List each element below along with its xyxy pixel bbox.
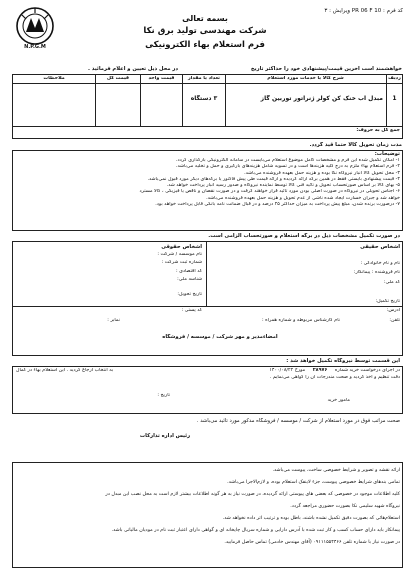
row-index: 1 — [392, 95, 397, 102]
receipt-text: در اجرای درخواست خرید شماره — [334, 368, 400, 373]
legal-field-company[interactable]: نام موسسه / شرکت : — [157, 252, 202, 257]
row-quantity: ۳ دستگاه — [190, 95, 218, 102]
col-index: ردیف — [388, 76, 401, 81]
conditions-list — [16, 465, 400, 549]
condition-item: نیروگاه شهید سلیمی نکا بصورت حضوری مراجعه گردد. — [290, 504, 400, 509]
expert-label[interactable]: نام کارشناس مربوطه و شماره همراه : — [262, 318, 340, 323]
note-item: ۳- محل تحویل کالا انبار نیروگاه نکا بوده و هزینه حمل بعهده فروشنده می‌باشد. — [244, 170, 400, 176]
real-field-name[interactable]: نام و نام خانوادگی : — [360, 261, 400, 266]
legal-person-title: اشخاص حقوقی — [161, 244, 202, 250]
receipt-date: مورخ ۱۴۰۰/۰۸/۲۲ — [269, 368, 306, 373]
col-total-price: قیمت کل — [106, 76, 130, 81]
note-item: ۵- بهای کالا بر اساس صورتحساب تحویل و تائید فنی کالا توسط نماینده نیروگاه و صدور رسید انبار پرداخت خواهد شد. — [166, 183, 400, 189]
request-heading-tail: در محل ذیل تعیین و اعلام فرمائید . — [88, 66, 178, 72]
legal-field-national-id[interactable]: شناسه ملی: — [177, 276, 202, 282]
col-unit-price: قیمت واحد — [148, 76, 175, 81]
completion-date-label[interactable]: تاریخ تکمیل: — [375, 299, 400, 304]
delivery-time-label: مدت زمان تحویل کالا حتماً قید گردد. — [309, 142, 402, 148]
row-notes[interactable] — [13, 95, 95, 103]
real-person-title: اشخاص حقیقی — [360, 244, 400, 250]
postcode-label[interactable]: کد پستی : — [181, 308, 202, 313]
buyer-label: مامور خرید — [327, 398, 350, 403]
legal-field-registration[interactable]: شماره ثبت شرکت : — [161, 260, 202, 266]
col-quantity: تعداد یا مقدار — [188, 76, 220, 81]
request-heading: خواهشمند است آخرین قیمت/پیشنهادی خود را حداکثر تاریخ — [250, 66, 402, 72]
real-field-code[interactable]: کد ملی: — [383, 279, 400, 285]
date-label[interactable]: تاریخ : — [157, 393, 170, 398]
logo-text: N.P.G.M — [24, 44, 46, 50]
receipt-line-2: دقت تنظیم و اخذ گردید و صحت مندرجات آن را گواهی می‌نمایم . — [269, 375, 400, 380]
receipt-tail: به انتخاب ارجاع گردید . این استعلام بهاء در کمال — [16, 368, 114, 373]
col-description: شرح کالا یا خدمات مورد استعلام — [267, 76, 344, 81]
procurement-head: رئیس اداره تدارکات — [139, 433, 191, 439]
condition-item: تمامی بندهای شرایط خصوصی پیوست، جزء لاینفک استعلام بوده، و لازم‌الاجرا می‌باشد. — [227, 480, 400, 485]
row-description: مبدل آب خنک کن کولر ژنراتور توربین گاز — [260, 95, 383, 102]
fax-label[interactable]: نمابر : — [107, 318, 120, 323]
note-item: خواهد شد و جبران خسارت ایجاد شده ناشی از عدم تحویل و هزینه حمل بعهده فروشنده می‌باشد. — [206, 195, 400, 201]
condition-item: در صورت نیاز با شماره تلفن ۰۹۱۱۱۵۵۴۴۶۶ (آقای مهندس خادمی) تماس حاصل فرمایید. — [224, 540, 400, 545]
condition-item: کلیه اطلاعات موجود در خصوصی که بعضی های پیوستی ارائه گردیده، در صورت نیاز به هر گونه اطلاعات بیشتر لازم است به محل نصب این مبدل در — [105, 492, 400, 497]
condition-item: پیمانکار باید دارای حساب کسب و کار ثبت شده با آدرس دارایی و شماره سریال چاپخانه ای و گواهی دارای اعتبار ثبت نام در مودیان مالیاتی باشد. — [111, 528, 400, 533]
notes-list — [16, 158, 400, 208]
company-name: شرکت مهندسی تولید برق نکا — [143, 26, 267, 36]
receipt-number: ۲۸۹۷۶ — [312, 368, 328, 373]
row-unit-price[interactable] — [141, 95, 182, 103]
note-item: ۷- درصورت برنده شدن، مبلغ پیش پرداخت به میزان حداکثر ۲۵ درصد و در قبال ضمانت نامه بانکی قابل پرداخت خواهد بود. — [155, 202, 400, 208]
delivery-date-label[interactable]: تاریخ تحویل: — [177, 292, 202, 297]
phone-label[interactable]: تلفن: — [389, 318, 400, 323]
row-total-price[interactable] — [96, 95, 140, 103]
condition-item: ارائه نقشه و تصویر و شرایط خصوصی ساخت، پیوست می‌باشد. — [272, 468, 400, 473]
real-field-national-id[interactable]: نام فروشنده : پیمانکار: — [353, 270, 400, 276]
col-notes: ملاحظات — [43, 76, 65, 81]
approval-line: صحت مراتب فوق در مورد استعلام از شرکت / موسسه / فروشگاه مذکور مورد تائید می‌باشد . — [196, 418, 400, 424]
note-item: ۲- فرم استعلام بهاء ملزم به درج کلیه هزینه‌ها است و در تسویه شامل هزینه‌های بارگیری و حمل و تخلیه می‌باشد. — [175, 164, 400, 170]
legal-field-economic-code[interactable]: کد اقتصادی : — [175, 268, 202, 274]
company-logo — [14, 6, 56, 52]
note-item: ۶- اجناس تحویلی در نیروگاه در صورت اصلی بودن مورد تائید قرار خواهند گرفت و در صورت نقصان و ناقص یا فیزیکی ، کالا مسترد — [139, 189, 400, 195]
basmala: بسمه تعالی — [182, 14, 228, 23]
address-label[interactable]: آدرس: — [386, 308, 400, 313]
real-person-fields — [210, 252, 400, 286]
plant-heading: این قسمت توسط نیروگاه تکمیل خواهد شد : — [286, 358, 400, 364]
signature-label: امضاءمدیر و مهر شرکت / موسسه / فروشگاه — [162, 334, 278, 340]
seller-heading: در صورت تکمیل مشخصات ذیل در برگه استعلام و صورتحساب الزامی است. — [208, 233, 400, 239]
total-words-label: جمع کل به حروف: — [356, 128, 400, 133]
note-item: ۱- امکان تکمیل شده این فرم و مشخصات کامل موضوع استعلام می‌بایست در سامانه الکترونیکی بارگذاری گردد. — [175, 158, 400, 163]
form-title: فرم استعلام بهاء الکترونیکی — [145, 40, 265, 50]
notes-heading: توضیحات: — [374, 151, 400, 157]
condition-item: استعلام‌هائی که بصورت دقیق تکمیل نشده باشند، باطل بوده و ترتیب اثر داده نخواهد شد. — [222, 516, 400, 521]
legal-person-fields — [16, 252, 202, 283]
form-code: کد فرم : PR 06 F 10 ویرایش : ۳ — [324, 8, 403, 14]
note-item: ۴- قیمت پیشنهادی بایستی فقط در همین برگه ارائه گردیده و ارائه قیمت طی پیش فاکتور یا برگه‌های دیگر مورد قبول نمی‌باشد. — [147, 176, 400, 182]
